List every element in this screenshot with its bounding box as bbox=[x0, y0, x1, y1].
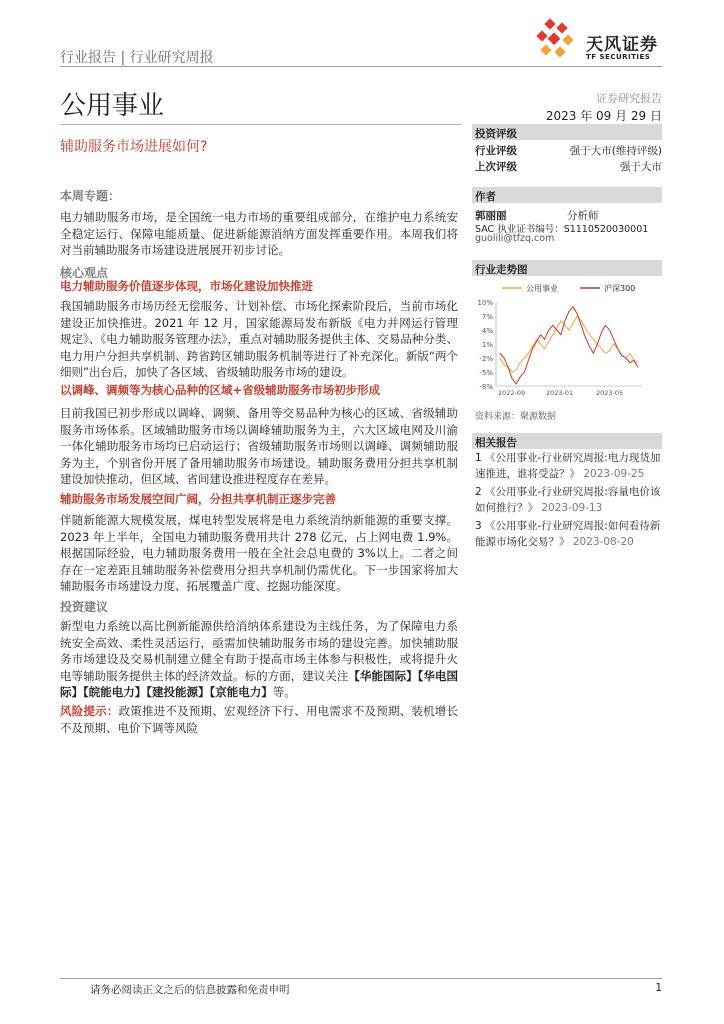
y-tick-label: -2% bbox=[479, 355, 493, 363]
paragraph-invest bbox=[60, 618, 458, 701]
footer-disclaimer: 请务必阅读正文之后的信息披露和免责申明 bbox=[90, 984, 290, 996]
rating-label: 上次评级 bbox=[475, 161, 517, 173]
related-title[interactable]: 1 《公用事业-行业研究周报:电力现货加速推进，谁将受益？》 bbox=[475, 452, 661, 480]
related-date: 2023-09-25 bbox=[583, 468, 645, 480]
related-date: 2023-09-13 bbox=[541, 502, 603, 514]
chart-lines bbox=[500, 307, 638, 384]
related-list bbox=[475, 450, 665, 550]
legend-label: 沪深300 bbox=[604, 284, 636, 293]
related-item[interactable] bbox=[475, 484, 665, 516]
paragraph-2: 目前我国已初步形成以调峰、调频、备用等交易品种为核心的区域、省级辅助服务市场体系。区域辅助服务市场以调峰辅助服务为主，六大区域电网及川渝一体化辅助服务市场均已启动运行；省级辅助服务市场则以调峰、调频辅助服务为主，个别省份开展了备用辅助服务市场建设。辅助服务费用分担共享机制建设加快推动，但区域、省间建设推进程度存在差异。 bbox=[60, 406, 458, 486]
x-tick-label: 2022-09 bbox=[498, 389, 526, 397]
author-name: 郭丽丽 bbox=[475, 210, 507, 222]
topic-paragraph: 电力辅助服务市场，是全国统一电力市场的重要组成部分，在维护电力系统安全稳定运行、保障电能质量、促进新能源消纳方面发挥重要作用。本周我们将对当前辅助服务市场建设进展展开初步讨论。 bbox=[60, 210, 458, 257]
rating-row-current bbox=[475, 143, 662, 158]
report-type: 行业报告 | 行业研究周报 bbox=[60, 50, 214, 66]
report-category: 证券研究报告 bbox=[596, 92, 662, 105]
rating-heading: 投资评级 bbox=[472, 124, 662, 140]
header-divider bbox=[60, 66, 662, 67]
legend-label: 公用事业 bbox=[526, 284, 558, 293]
y-tick-label: 1% bbox=[481, 341, 493, 349]
sector-title: 公用事业 bbox=[60, 91, 165, 121]
chart-source: 资料来源：聚源数据 bbox=[475, 412, 557, 422]
subheading-1: 电力辅助服务价值逐步体现，市场化建设加快推进 bbox=[60, 279, 313, 293]
chart-heading: 行业走势图 bbox=[472, 260, 662, 276]
rating-row-previous bbox=[475, 159, 662, 174]
y-tick-label: 7% bbox=[481, 313, 493, 321]
risk-paragraph bbox=[60, 703, 458, 736]
y-tick-label: -8% bbox=[479, 383, 493, 391]
rating-value: 强于大市 bbox=[620, 161, 662, 173]
subheading-3: 辅助服务市场发展空间广阔，分担共享机制正逐步完善 bbox=[60, 492, 336, 506]
series-line bbox=[500, 316, 638, 372]
risk-label: 风险提示： bbox=[60, 704, 119, 718]
paragraph-1: 我国辅助服务市场历经无偿服务、计划补偿、市场化探索阶段后，当前市场化建设正加快推进。2021 年 12 月，国家能源局发布新版《电力并网运行管理规定》、《电力辅助服务管理办法》，重点对辅助服务提供主体、交易品种分类、电力用户分担共享机制、跨省跨区辅助服务机制等进行了补充深化。新版“两个细则”出台后，加快了各区域、省级辅助服务市场的建设。 bbox=[60, 299, 458, 379]
risk-text: 政策推进不及预期、宏观经济下行、用电需求不及预期、装机增长不及预期、电价下调等风险 bbox=[60, 704, 458, 735]
page-number: 1 bbox=[655, 982, 662, 994]
invest-heading: 投资建议 bbox=[60, 600, 109, 614]
y-tick-label: 10% bbox=[477, 299, 493, 307]
tf-logo-icon bbox=[532, 18, 584, 64]
author-sac: SAC 执业证书编号：S1110520030001 bbox=[475, 224, 649, 235]
stock-picks: 【华能国际】【华电国际】【皖能电力】【建投能源】【京能电力】 bbox=[60, 668, 459, 699]
related-item[interactable] bbox=[475, 518, 665, 550]
subheading-2: 以调峰、调频等为核心品种的区域+省级辅助服务市场初步形成 bbox=[60, 383, 381, 397]
author-role: 分析师 bbox=[567, 210, 599, 222]
x-tick-label: 2023-05 bbox=[596, 389, 624, 397]
related-heading: 相关报告 bbox=[472, 433, 662, 449]
invest-text-end: 等。 bbox=[272, 685, 296, 699]
x-tick-label: 2023-01 bbox=[546, 389, 574, 397]
paragraph-3: 伴随新能源大规模发展，煤电转型发展将是电力系统消纳新能源的重要支撑。2023 年上半年，全国电力辅助服务费用共计 278 亿元，占上网电费 1.9%。根据国际经验，电力辅助服务费用一般在全社会总电费的 3%以上。二者之间存在一定差距且辅助服务补偿费用分担共享机制仍需优化。下一步国家将加大辅助服务市场建设力度、拓展覆盖广度、挖掘功能深度。 bbox=[60, 513, 458, 593]
logo-text-en: TF SECURITIES bbox=[586, 53, 651, 61]
series-line bbox=[500, 307, 638, 384]
author-heading: 作者 bbox=[472, 187, 662, 203]
rating-label: 行业评级 bbox=[475, 145, 517, 157]
core-heading: 核心观点 bbox=[60, 266, 109, 280]
title-divider bbox=[60, 124, 462, 125]
related-item[interactable] bbox=[475, 450, 665, 482]
related-date: 2023-08-20 bbox=[572, 536, 634, 548]
y-tick-label: 4% bbox=[481, 327, 493, 335]
related-title[interactable]: 2 《公用事业-行业研究周报:容量电价该如何推行？》 bbox=[475, 486, 661, 514]
related-title[interactable]: 3 《公用事业-行业研究周报:如何看待新能源市场化交易？》 bbox=[475, 520, 661, 548]
report-headline: 辅助服务市场进展如何? bbox=[60, 139, 208, 155]
footer-divider bbox=[60, 978, 662, 979]
trend-chart bbox=[472, 280, 662, 400]
y-tick-label: -5% bbox=[479, 369, 493, 377]
chart-legend bbox=[502, 283, 635, 293]
topic-heading: 本周专题： bbox=[60, 189, 121, 203]
logo-text-cn: 天风证券 bbox=[586, 35, 658, 55]
report-date: 2023 年 09 月 29 日 bbox=[545, 109, 662, 123]
rating-value: 强于大市(维持评级) bbox=[569, 145, 662, 157]
invest-text: 新型电力系统以高比例新能源供给消纳体系建设为主线任务，为了保障电力系统安全高效、柔性灵活运行，亟需加快辅助服务市场的建设完善。加快辅助服务市场建设及交易机制建立健全有助于提高市场主体参与积极性，或将提升火电等辅助服务提供主体的经济效益。标的方面，建议关注 bbox=[60, 619, 458, 683]
author-email[interactable]: guolili@tfzq.com bbox=[475, 233, 555, 244]
